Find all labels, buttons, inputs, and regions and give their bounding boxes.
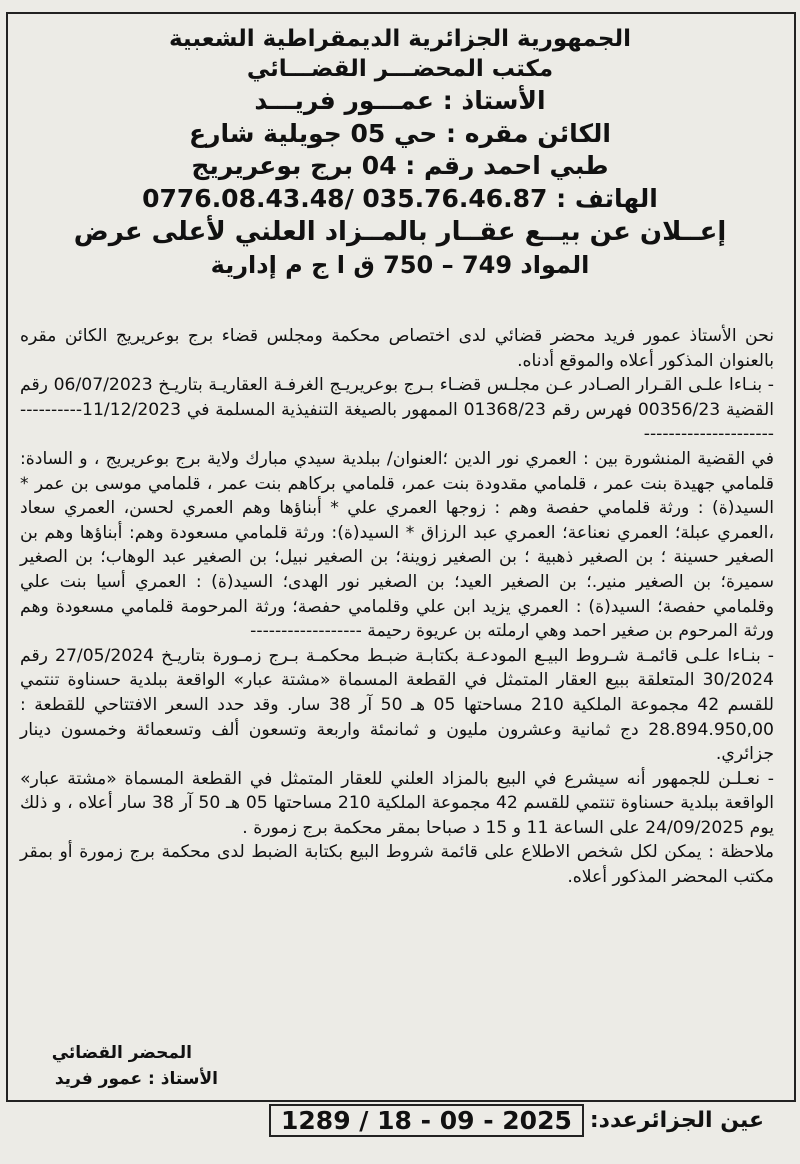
address-line-1: الكائن مقره : حي 05 جويلية شارع [189,118,611,148]
bailiff-name: الأستاذ : عمـــور فريـــد [254,85,546,115]
phone-line: الهاتف : 035.76.46.87 /0776.08.43.48 [142,184,658,214]
announcement-header [30,26,770,279]
note-paragraph: ملاحظة : يمكن لكل شخص الاطلاع على قائمة شروط البيع بكتابة الضبط لدى محكمة برج زمورة أو بمقر مكتب المحضر المذكور أعلاه. [20,842,774,888]
intro-paragraph: نحن الأستاذ عمور فريد محضر قضائي لدى اختصاص محكمة ومجلس قضاء برج بوعريريج الكائن مقره بالعنوان المذكور أعلاه والموقع أدناه. [20,326,774,371]
signature-block [18,1040,218,1092]
auction-notice-paragraph: - نعـلـن للجمهور أنه سيشرع في البيع بالمزاد العلني للعقار المتمثل في القطعة المسماة «مشتة عبار» الواقعة ببلدية حسناوة تنتمي للقسم 42 مجموعة الملكية 210 مساحتها 05 هـ 50 آر 38 سار أعلاه ، و ذلك يوم 24/09/2025 على الساعة 11 و 15 د صباحا بمقر محكمة برج زمورة . [20,768,774,838]
announcement-title: إعــلان عن بيــع عقــار بالمــزاد العلني لأعلى عرض [73,216,727,247]
signature-role: المحضر القضائي [51,1043,192,1063]
signature-name: الأستاذ : عمور فريد [54,1069,218,1089]
announcement-body [20,324,774,890]
address-line-2: طبي احمد رقم : 04 برج بوعريريج [191,151,609,181]
newspaper-footer [281,1098,764,1142]
sale-conditions-paragraph: - بنـاءا علـى قائمـة شـروط البيـع المودعـة بكتابـة ضبـط محكمـة بـرج زمـورة بتاريـخ 27/05/2024 رقم 30/2024 المتعلقة ببيع العقار المتمثل في القطعة المسماة «مشتة عبار» الواقعة ببلدية حسناوة تنتمي للقسم 42 مجموعة الملكية 210 مساحتها 05 هـ 50 آر 38 سار. وقد حدد السعر الافتتاحي للقطعة : 28.894.950,00 دج ثمانية وعشرون مليون و ثمانمئة واربعة وتسعون ألف وتسعمائة وخمسون دينار جزائري. [20,645,774,765]
court-decision-paragraph: - بنـاءا علـى القـرار الصـادر عـن مجلـس قضـاء بـرج بوعريريـج الغرفـة العقاريـة بتاريـخ 06/07/2023 رقم القضية 00356/23 فهرس رقم 01368/23 الممهور بالصيغة التنفيذية المسلمة في 11/12/2023------------------------------- [20,375,774,445]
newspaper-label: عين الجزائرعدد: [589,1107,764,1133]
office-title: مكتب المحضـــر القضـــائي [246,56,554,83]
issue-number: 1289 / 18 - 09 - 2025 [269,1104,584,1137]
legal-articles: المواد 749 – 750 ق ا ج م إدارية [210,250,590,279]
republic-title: الجمهورية الجزائرية الديمقراطية الشعبية [168,26,632,52]
parties-paragraph: في القضية المنشورة بين : العمري نور الدين ؛العنوان/ ببلدية سيدي مبارك ولاية برج بوعريريج ، و السادة: قلمامي جهيدة بنت عمر ، قلمامي مقدودة بنت عمر، قلمامي بركاهم بنت عمر ، قلمامي موسى بن عمر * السيد(ة) : ورثة قلمامي حفصة وهم : زوجها العمري علي * أبناؤها وهم العمري لحسن، العمري سعاد ،العمري عبلة؛ العمري نعناعة؛ العمري عبد الرزاق * السيد(ة): ورثة قلمامي مسعودة وهم: أبناؤها وهم بن الصغير حسينة ؛ بن الصغير ذهبية ؛ بن الصغير زوينة؛ بن الصغير نبيل؛ بن الصغير عبد الوهاب؛ بن الصغير سميرة؛ بن الصغير منير.؛ بن الصغير العيد؛ بن الصغير نور الهدى؛ السيد(ة) : العمري أسيا بنت علي وقلمامي حفصة؛ السيد(ة) : العمري يزيد ابن علي وقلمامي حفصة؛ ورثة المرحومة قلمامي مسعودة وهم ورثة المرحوم بن صغير احمد وهي ارملته بن عريوة رحيمة ------------------ [20,448,774,642]
